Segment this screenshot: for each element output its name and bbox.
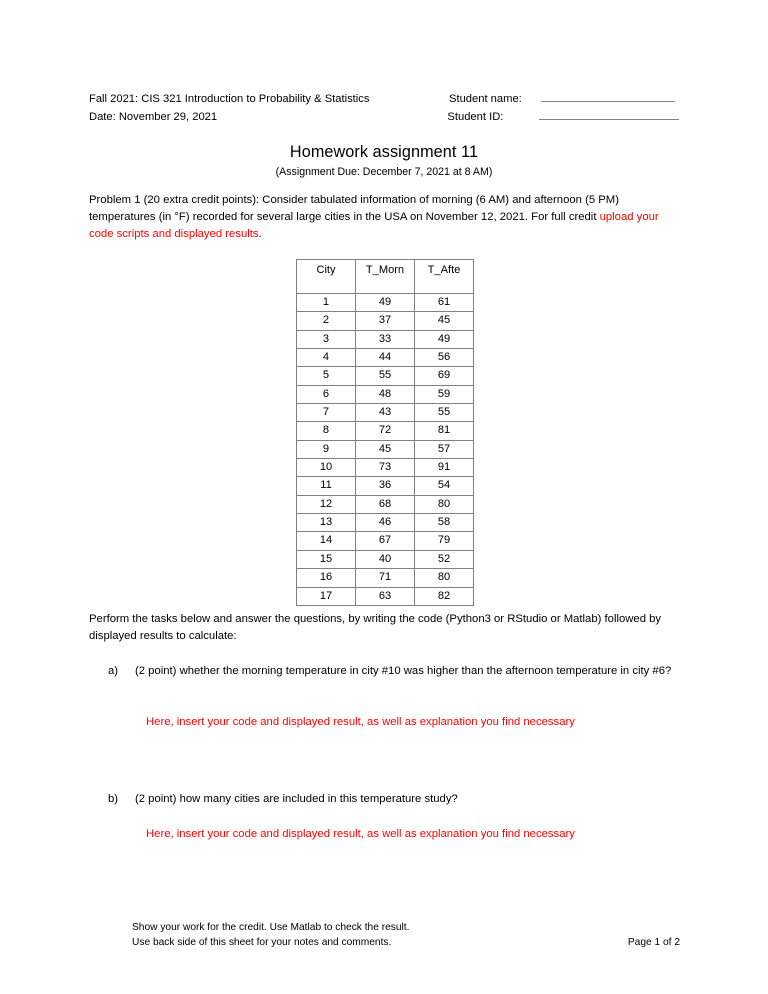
cell-city: 6 <box>297 385 356 403</box>
cell-city: 13 <box>297 514 356 532</box>
cell-tafte: 61 <box>415 294 474 312</box>
problem-text-main: Problem 1 (20 extra credit points): Consider tabulated information of morning (6 AM) and afternoon (5 PM) temperatures (in °F) recorded for several large cities in the USA on November 12, 2021. For full credit <box>89 194 619 224</box>
cell-tmorn: 49 <box>356 294 415 312</box>
cell-tmorn: 45 <box>356 440 415 458</box>
cell-tafte: 69 <box>415 367 474 385</box>
cell-tmorn: 71 <box>356 569 415 587</box>
cell-tmorn: 55 <box>356 367 415 385</box>
cell-tmorn: 37 <box>356 312 415 330</box>
cell-tmorn: 67 <box>356 532 415 550</box>
cell-tmorn: 48 <box>356 385 415 403</box>
cell-tmorn: 40 <box>356 550 415 568</box>
table-row <box>297 330 474 348</box>
cell-city: 4 <box>297 349 356 367</box>
table-row <box>297 349 474 367</box>
cell-tafte: 52 <box>415 550 474 568</box>
temperature-table-container <box>296 259 474 606</box>
header-row-course <box>89 90 679 108</box>
cell-city: 10 <box>297 459 356 477</box>
problem-statement <box>89 192 680 244</box>
table-row <box>297 495 474 513</box>
table-body <box>297 294 474 606</box>
cell-tafte: 58 <box>415 514 474 532</box>
question-item-b <box>108 791 679 808</box>
table-row <box>297 569 474 587</box>
student-id-field[interactable] <box>539 108 679 120</box>
cell-city: 2 <box>297 312 356 330</box>
student-name-label: Student name: <box>449 93 522 105</box>
question-a-marker: a) <box>108 665 119 677</box>
cell-city: 3 <box>297 330 356 348</box>
table-row <box>297 294 474 312</box>
cell-tafte: 80 <box>415 569 474 587</box>
problem-text-tail: . <box>258 228 262 241</box>
cell-tmorn: 33 <box>356 330 415 348</box>
cell-tafte: 45 <box>415 312 474 330</box>
perform-tasks-paragraph: Perform the tasks below and answer the questions, by writing the code (Python3 or RStudio or Matlab) followed by displayed results to calculate: <box>89 613 662 643</box>
table-row <box>297 385 474 403</box>
assignment-due-subtitle: (Assignment Due: December 7, 2021 at 8 AM) <box>275 166 493 178</box>
cell-city: 11 <box>297 477 356 495</box>
question-a-text: (2 point) whether the morning temperature in city #10 was higher than the afternoon temperature in city #6? <box>135 665 672 677</box>
table-row <box>297 532 474 550</box>
footer-note-line2: Use back side of this sheet for your notes and comments. <box>132 936 392 948</box>
cell-city: 8 <box>297 422 356 440</box>
cell-tmorn: 46 <box>356 514 415 532</box>
column-header-city: City <box>297 260 356 294</box>
cell-tafte: 81 <box>415 422 474 440</box>
table-row <box>297 422 474 440</box>
document-header <box>89 90 679 125</box>
cell-city: 16 <box>297 569 356 587</box>
cell-tmorn: 73 <box>356 459 415 477</box>
footer-row-2 <box>132 936 680 951</box>
cell-tmorn: 44 <box>356 349 415 367</box>
table-row <box>297 367 474 385</box>
course-title: Fall 2021: CIS 321 Introduction to Probability & Statistics <box>89 93 370 105</box>
column-header-tafte: T_Afte <box>415 260 474 294</box>
cell-tafte: 59 <box>415 385 474 403</box>
table-row <box>297 587 474 605</box>
table-header-row <box>297 260 474 294</box>
cell-tafte: 49 <box>415 330 474 348</box>
table-row <box>297 550 474 568</box>
cell-tafte: 91 <box>415 459 474 477</box>
cell-city: 7 <box>297 404 356 422</box>
question-a-row <box>108 663 679 680</box>
student-id-label: Student ID: <box>447 110 504 123</box>
table-row <box>297 514 474 532</box>
temperature-table <box>296 259 474 606</box>
cell-city: 1 <box>297 294 356 312</box>
problem-upload-instruction: upload your code scripts and displayed results <box>89 211 659 241</box>
question-item-a <box>108 663 679 680</box>
answer-placeholder-b[interactable]: Here, insert your code and displayed result, as well as explanation you find necessary <box>146 828 575 840</box>
cell-tafte: 80 <box>415 495 474 513</box>
document-footer <box>132 921 680 950</box>
cell-tafte: 55 <box>415 404 474 422</box>
cell-tmorn: 63 <box>356 587 415 605</box>
cell-city: 12 <box>297 495 356 513</box>
table-row <box>297 312 474 330</box>
table-row <box>297 477 474 495</box>
cell-tafte: 82 <box>415 587 474 605</box>
title-block <box>89 142 679 180</box>
cell-tafte: 57 <box>415 440 474 458</box>
cell-tmorn: 68 <box>356 495 415 513</box>
table-row <box>297 440 474 458</box>
question-b-row <box>108 791 679 808</box>
cell-tafte: 56 <box>415 349 474 367</box>
cell-tmorn: 36 <box>356 477 415 495</box>
column-header-tmorn: T_Morn <box>356 260 415 294</box>
cell-city: 9 <box>297 440 356 458</box>
cell-tmorn: 72 <box>356 422 415 440</box>
question-b-marker: b) <box>108 793 119 805</box>
header-row-date <box>89 108 679 126</box>
page-title: Homework assignment 11 <box>289 143 479 161</box>
page-number: Page 1 of 2 <box>627 936 680 948</box>
footer-note-line1: Show your work for the credit. Use Matlab to check the result. <box>132 922 410 933</box>
table-row <box>297 404 474 422</box>
table-header <box>297 260 474 294</box>
assignment-date: Date: November 29, 2021 <box>89 110 218 123</box>
footer-row-1 <box>132 921 680 936</box>
cell-city: 5 <box>297 367 356 385</box>
cell-city: 15 <box>297 550 356 568</box>
cell-city: 17 <box>297 587 356 605</box>
cell-tafte: 54 <box>415 477 474 495</box>
student-name-field[interactable] <box>541 90 675 102</box>
cell-tmorn: 43 <box>356 404 415 422</box>
cell-city: 14 <box>297 532 356 550</box>
cell-tafte: 79 <box>415 532 474 550</box>
question-b-text: (2 point) how many cities are included in this temperature study? <box>135 793 458 805</box>
answer-placeholder-a[interactable]: Here, insert your code and displayed result, as well as explanation you find necessary <box>146 716 575 728</box>
table-row <box>297 459 474 477</box>
